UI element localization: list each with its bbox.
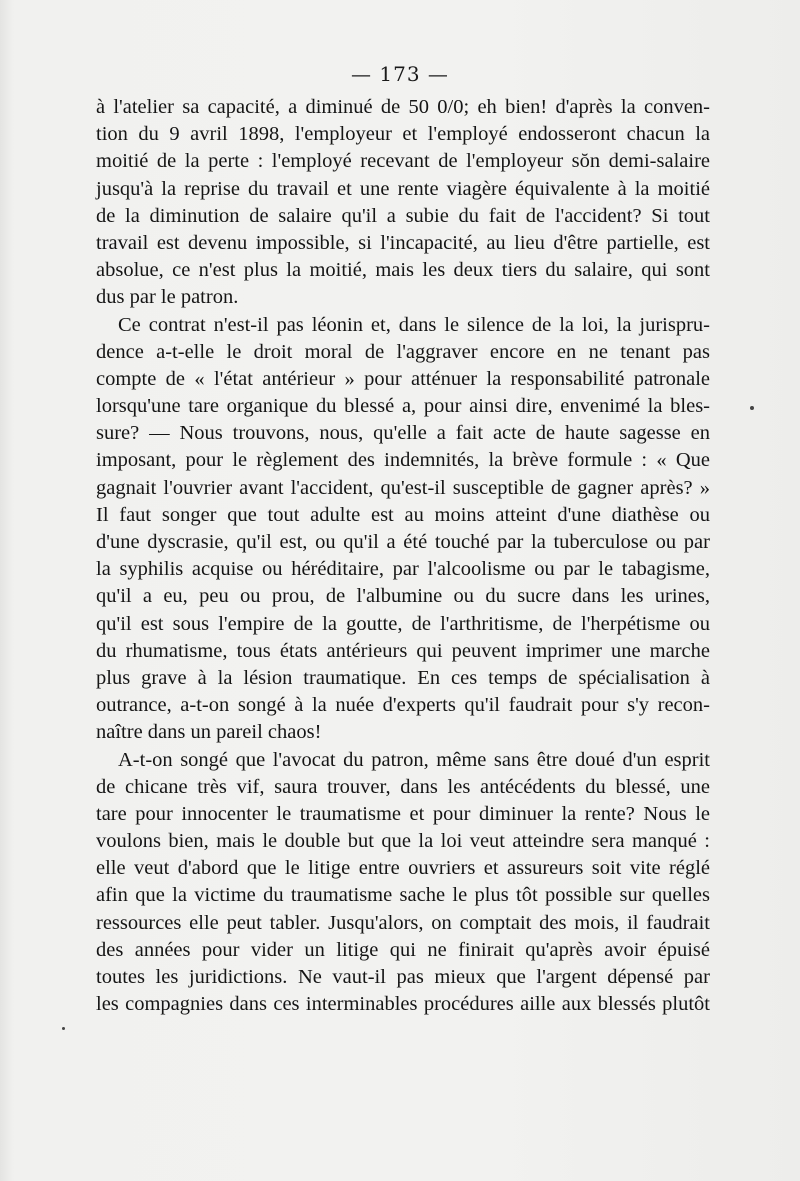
text-line: plus grave à la lésion traumatique. En ces temps de spécialisation à (96, 666, 710, 689)
margin-speck (62, 1027, 65, 1030)
text-line: de la diminution de salaire qu'il a subie du fait de l'accident? Si tout (96, 204, 710, 227)
text-line: absolue, ce n'est plus la moitié, mais les deux tiers du salaire, qui sont (96, 259, 710, 282)
text-line: à l'atelier sa capacité, a diminué de 50 0/0; eh bien! d'après la conven- (96, 96, 710, 118)
text-line: qu'il a eu, peu ou prou, de l'albumine ou du sucre dans les urines, (96, 585, 710, 608)
body-text (96, 94, 710, 1018)
text-line: naître dans un pareil chaos! (96, 721, 322, 744)
text-line: la syphilis acquise ou héréditaire, par l'alcoolisme ou par le tabagisme, (96, 558, 710, 581)
text-line: elle veut d'abord que le litige entre ouvriers et assureurs soit vite réglé (96, 857, 710, 880)
page-number: — 173 — (351, 62, 449, 86)
text-line: du rhumatisme, tous états antérieurs qui peuvent imprimer une marche (96, 639, 710, 662)
text-line: afin que la victime du traumatisme sache le plus tôt possible sur quelles (96, 884, 710, 907)
text-line: tion du 9 avril 1898, l'employeur et l'employé endosseront chacun la (96, 123, 710, 146)
text-line: A-t-on songé que l'avocat du patron, même sans être doué d'un esprit (118, 748, 710, 771)
text-line: outrance, a-t-on songé à la nuée d'experts qu'il faudrait pour s'y recon- (96, 694, 710, 717)
paragraph-2 (96, 312, 710, 747)
text-line: Ce contrat n'est-il pas léonin et, dans le silence de la loi, la jurispru- (118, 313, 710, 336)
text-line: d'une dyscrasie, qu'il est, ou qu'il a été touché par la tuberculose ou par (96, 531, 710, 553)
text-line: Il faut songer que tout adulte est au moins atteint d'une diathèse ou (96, 503, 710, 526)
paragraph-1 (96, 94, 710, 312)
text-line: des années pour vider un litige qui ne finirait qu'après avoir épuisé (96, 938, 710, 961)
text-line: tare pour innocenter le traumatisme et pour diminuer la rente? Nous le (96, 802, 710, 825)
text-line: dus par le patron. (96, 286, 239, 309)
text-line: dence a-t-elle le droit moral de l'aggraver encore en ne tenant pas (96, 340, 710, 363)
text-line: moitié de la perte : l'employé recevant de l'employeur sŏn demi-salaire (96, 150, 710, 173)
text-line: jusqu'à la reprise du travail et une rente viagère équivalente à la moitié (96, 177, 710, 200)
text-line: compte de « l'état antérieur » pour atténuer la responsabilité patronale (96, 367, 710, 390)
text-line: imposant, pour le règlement des indemnités, la brève formule : « Que (96, 449, 710, 472)
text-line: les compagnies dans ces interminables procédures aille aux blessés plutôt (96, 993, 710, 1016)
margin-speck (750, 406, 754, 410)
text-line: sure? — Nous trouvons, nous, qu'elle a fait acte de haute sagesse en (96, 422, 710, 445)
text-line: ressources elle peut tabler. Jusqu'alors, on comptait des mois, il faudrait (96, 911, 710, 934)
text-line: qu'il est sous l'empire de la goutte, de l'arthritisme, de l'herpétisme ou (96, 612, 710, 635)
text-line: travail est devenu impossible, si l'incapacité, au lieu d'être partielle, est (96, 231, 710, 254)
paragraph-3 (96, 747, 710, 1019)
text-line: de chicane très vif, saura trouver, dans les antécédents du blessé, une (96, 775, 710, 798)
text-line: voulons bien, mais le double but que la loi veut atteindre sera manqué : (96, 830, 710, 853)
text-line: gagnait l'ouvrier avant l'accident, qu'est-il susceptible de gagner après? » (96, 476, 710, 499)
text-line: lorsqu'une tare organique du blessé a, pour ainsi dire, envenimé la bles- (96, 395, 710, 418)
text-line: toutes les juridictions. Ne vaut-il pas mieux que l'argent dépensé par (96, 966, 710, 988)
